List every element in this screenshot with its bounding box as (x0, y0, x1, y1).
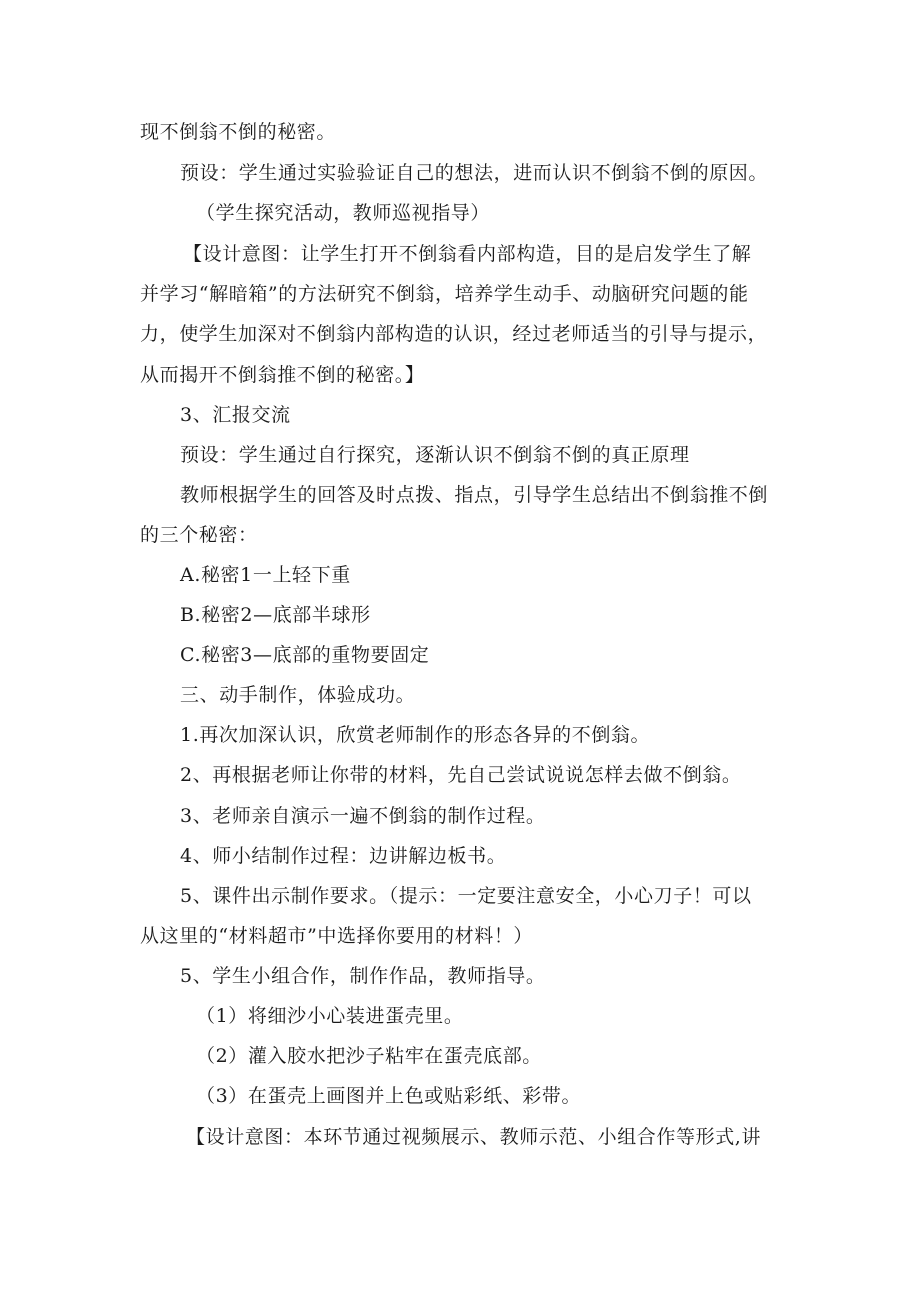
text-line: 并学习“解暗箱”的方法研究不倒翁，培养学生动手、动脑研究问题的能 (140, 283, 749, 305)
text-line: 力，使学生加深对不倒翁内部构造的认识，经过老师适当的引导与提示， (140, 323, 768, 345)
list-item: B.秘密2—底部半球形 (180, 604, 371, 626)
section-heading: 3、汇报交流 (180, 404, 291, 426)
list-item: C.秘密3—底部的重物要固定 (180, 644, 430, 666)
text-line: （学生探究活动，教师巡视指导） (196, 202, 491, 224)
list-item: 1.再次加深认识，欣赏老师制作的形态各异的不倒翁。 (180, 724, 651, 746)
list-item: 5、学生小组合作，制作作品，教师指导。 (180, 965, 546, 987)
list-item: 2、再根据老师让你带的材料，先自己尝试说说怎样去做不倒翁。 (180, 764, 742, 786)
text-line: 预设：学生通过实验验证自己的想法，进而认识不倒翁不倒的原因。 (180, 162, 769, 184)
list-item: （1）将细沙小心装进蛋壳里。 (196, 1005, 464, 1027)
text-line: 从这里的“材料超市”中选择你要用的材料！） (140, 925, 534, 947)
list-item: 5、课件出示制作要求。（提示：一定要注意安全，小心刀子！可以 (180, 885, 752, 907)
list-item: （3）在蛋壳上画图并上色或贴彩纸、彩带。 (196, 1085, 582, 1107)
text-line: 从而揭开不倒翁推不倒的秘密。】 (140, 364, 425, 386)
list-item: 3、老师亲自演示一遍不倒翁的制作过程。 (180, 805, 546, 827)
text-line: 教师根据学生的回答及时点拨、指点，引导学生总结出不倒翁推不倒 (180, 484, 769, 506)
list-item: A.秘密1一上轻下重 (180, 564, 351, 586)
list-item: （2）灌入胶水把沙子粘牢在蛋壳底部。 (196, 1045, 542, 1067)
list-item: 4、师小结制作过程：边讲解边板书。 (180, 845, 507, 867)
text-line: 现不倒翁不倒的秘密。 (140, 121, 337, 143)
section-heading: 三、动手制作，体验成功。 (180, 684, 416, 706)
text-line: 【设计意图：让学生打开不倒翁看内部构造，目的是启发学生了解 (183, 243, 752, 265)
text-line: 【设计意图：本环节通过视频展示、教师示范、小组合作等形式,讲 (186, 1126, 762, 1148)
text-line: 预设：学生通过自行探究，逐渐认识不倒翁不倒的真正原理 (180, 444, 690, 466)
text-line: 的三个秘密： (140, 524, 258, 546)
